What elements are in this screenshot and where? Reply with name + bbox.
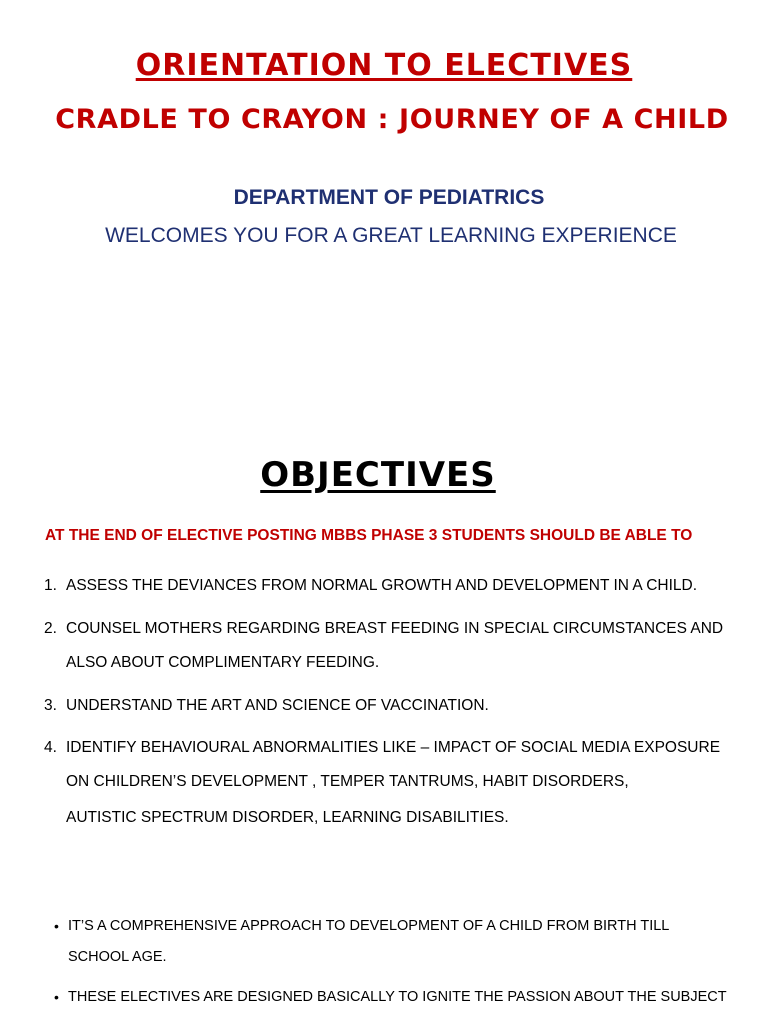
bullet-text: SCHOOL AGE. xyxy=(68,949,167,965)
objectives-intro: AT THE END OF ELECTIVE POSTING MBBS PHASE 3 STUDENTS SHOULD BE ABLE TO xyxy=(45,527,693,544)
bullet-icon: • xyxy=(54,989,59,1005)
bullet-icon: • xyxy=(54,918,59,934)
department-name: DEPARTMENT OF PEDIATRICS xyxy=(233,186,545,209)
bullet-text: IT’S A COMPREHENSIVE APPROACH TO DEVELOPMENT OF A CHILD FROM BIRTH TILL xyxy=(68,918,670,934)
objective-number: 3. xyxy=(44,697,57,714)
page-subtitle: CRADLE TO CRAYON : JOURNEY OF A CHILD xyxy=(55,104,729,135)
welcome-message: WELCOMES YOU FOR A GREAT LEARNING EXPERIENCE xyxy=(105,224,677,247)
page-title: ORIENTATION TO ELECTIVES xyxy=(135,48,633,83)
objective-text: COUNSEL MOTHERS REGARDING BREAST FEEDING IN SPECIAL CIRCUMSTANCES AND xyxy=(66,620,724,637)
objective-text: AUTISTIC SPECTRUM DISORDER, LEARNING DISABILITIES. xyxy=(66,809,509,826)
objective-text: ON CHILDREN’S DEVELOPMENT , TEMPER TANTRUMS, HABIT DISORDERS, xyxy=(66,773,629,790)
objective-text: ALSO ABOUT COMPLIMENTARY FEEDING. xyxy=(66,654,380,671)
bullet-text: THESE ELECTIVES ARE DESIGNED BASICALLY TO IGNITE THE PASSION ABOUT THE SUBJECT xyxy=(68,989,727,1005)
objective-text: UNDERSTAND THE ART AND SCIENCE OF VACCINATION. xyxy=(66,697,489,714)
objective-number: 2. xyxy=(44,620,57,637)
objective-text: IDENTIFY BEHAVIOURAL ABNORMALITIES LIKE – IMPACT OF SOCIAL MEDIA EXPOSURE xyxy=(66,739,721,756)
objective-text: ASSESS THE DEVIANCES FROM NORMAL GROWTH AND DEVELOPMENT IN A CHILD. xyxy=(66,577,698,594)
objective-number: 1. xyxy=(44,577,57,594)
objective-number: 4. xyxy=(44,739,57,756)
objectives-heading: OBJECTIVES xyxy=(260,455,496,495)
